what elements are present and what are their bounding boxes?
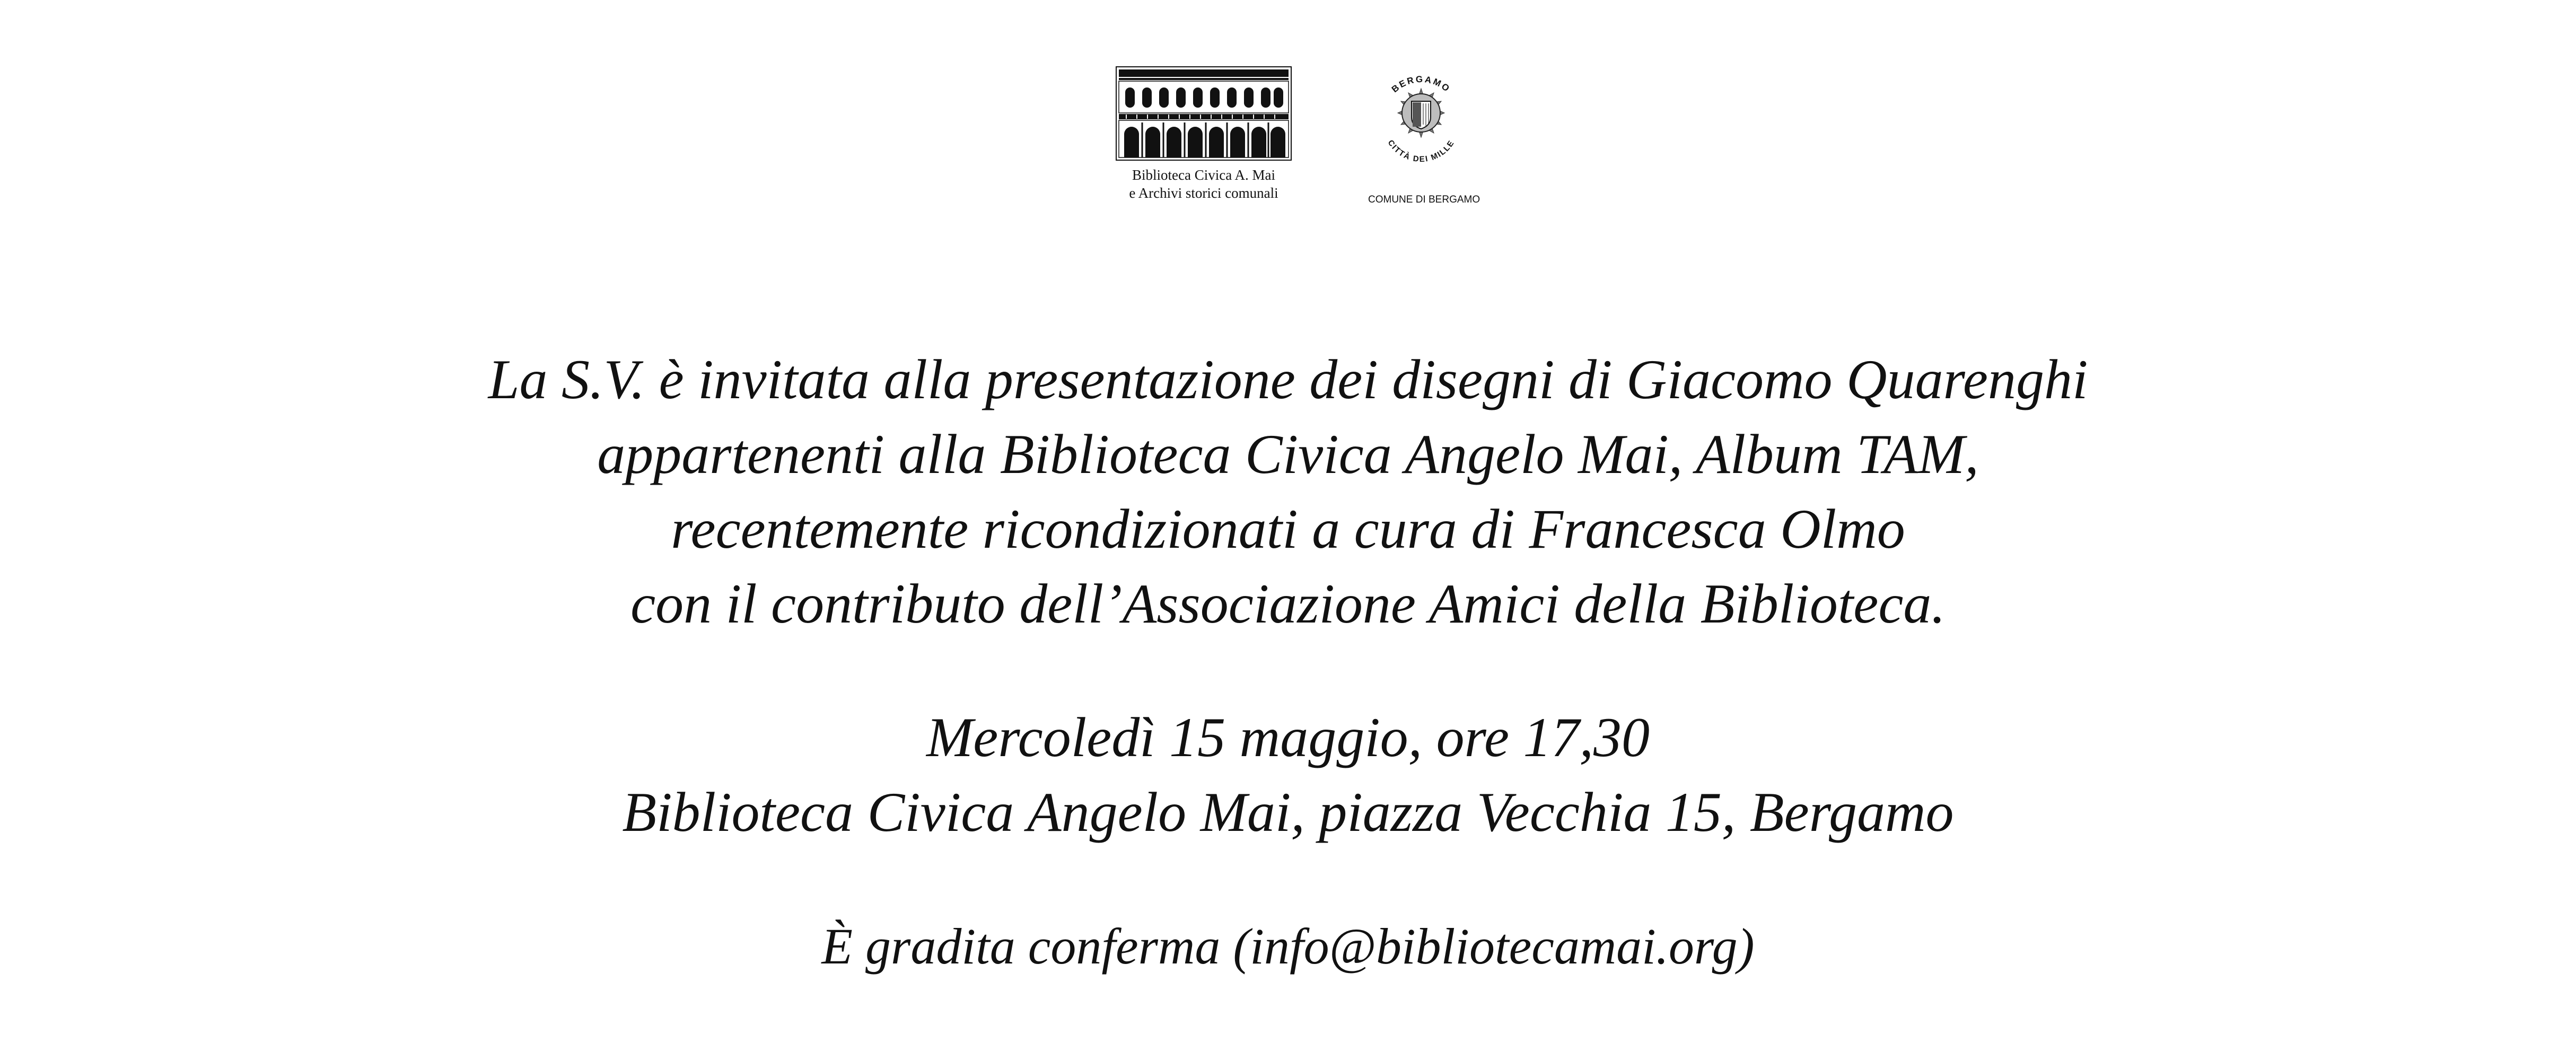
city-crest-icon bbox=[1368, 66, 1474, 191]
library-logo bbox=[1114, 66, 1294, 209]
library-building-icon bbox=[1116, 66, 1292, 161]
invitation-text bbox=[0, 342, 2576, 641]
invitation-line: appartenenti alla Biblioteca Civica Angelo Mai, Album TAM, bbox=[597, 423, 1979, 485]
event-location: Biblioteca Civica Angelo Mai, piazza Vecchia 15, Bergamo bbox=[622, 781, 1954, 843]
invitation-line: La S.V. è invitata alla presentazione dei disegni di Giacomo Quarenghi bbox=[488, 348, 2088, 410]
rsvp-note bbox=[0, 912, 2576, 981]
library-caption-line2: e Archivi storici comunali bbox=[1129, 185, 1278, 201]
comune-logo bbox=[1368, 66, 1480, 209]
invitation-line: con il contributo dell’Associazione Amici della Biblioteca. bbox=[630, 573, 1946, 635]
library-caption bbox=[1114, 166, 1294, 202]
svg-text:CITTÀ DEI MILLE: CITTÀ DEI MILLE bbox=[1386, 138, 1457, 164]
comune-caption: COMUNE DI BERGAMO bbox=[1368, 194, 1480, 205]
library-caption-line1: Biblioteca Civica A. Mai bbox=[1132, 167, 1275, 183]
invitation-line: recentemente ricondizionati a cura di Francesca Olmo bbox=[671, 498, 1905, 560]
event-details bbox=[0, 700, 2576, 849]
svg-text:BERGAMO: BERGAMO bbox=[1389, 74, 1453, 95]
event-date-time: Mercoledì 15 maggio, ore 17,30 bbox=[926, 706, 1650, 768]
rsvp-text: È gradita conferma (info@bibliotecamai.org) bbox=[821, 918, 1755, 975]
